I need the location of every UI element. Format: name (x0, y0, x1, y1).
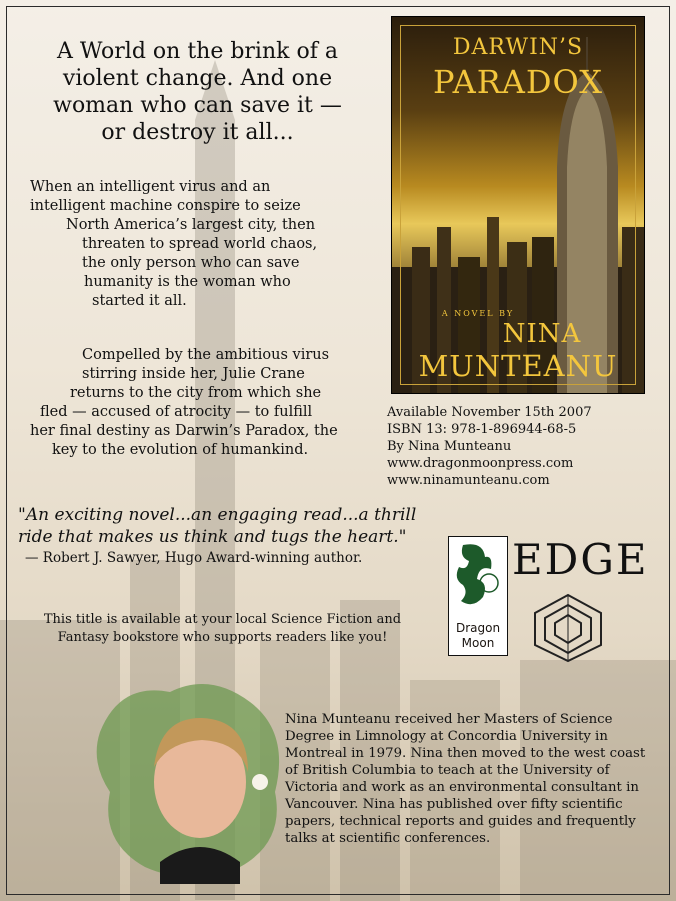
availability-line: Fantasy bookstore who supports readers like you! (57, 630, 388, 645)
cover-title-line2: PARADOX (432, 63, 603, 101)
blurb-line: the only person who can save (82, 255, 300, 271)
bio-line: Nina Munteanu received her Masters of Science (285, 712, 613, 727)
dragon-moon-text-line2: Moon (461, 636, 495, 650)
cover-author-first: NINA (502, 319, 582, 349)
quote-line: ride that makes us think and tugs the heart." (18, 527, 407, 547)
author-bio (285, 711, 665, 847)
book-info (387, 404, 592, 489)
quote-line: "An exciting novel...an engaging read...a thrill (18, 505, 417, 525)
blurb-line: fled — accused of atrocity — to fulfill (40, 404, 313, 420)
cover-author-last: MUNTEANU (418, 349, 618, 383)
headline-line: or destroy it all... (101, 120, 294, 145)
bio-line: Vancouver. Nina has published over fifty scientific (285, 797, 623, 812)
blurb-line: North America’s largest city, then (66, 217, 316, 233)
headline-line: woman who can save it — (53, 93, 342, 118)
blurb-line: returns to the city from which she (70, 385, 322, 401)
edge-logo (512, 535, 649, 584)
quote-attribution: — Robert J. Sawyer, Hugo Award-winning author. (25, 550, 363, 566)
blurb-line: stirring inside her, Julie Crane (82, 366, 305, 382)
blurb-line: intelligent machine conspire to seize (30, 198, 301, 214)
headline-line: A World on the brink of a (57, 39, 338, 64)
bio-line: Montreal in 1979. Nina then moved to the west coast (285, 746, 646, 761)
edge-cube-icon (533, 593, 603, 663)
blurb-line: When an intelligent virus and an (30, 179, 271, 195)
availability-line: This title is available at your local Science Fiction and (43, 612, 402, 627)
blurb-line: threaten to spread world chaos, (82, 236, 318, 252)
blurb-line: humanity is the woman who (84, 274, 291, 290)
availability-date: Available November 15th 2007 (387, 405, 592, 420)
author-line: By Nina Munteanu (387, 439, 512, 454)
blurb-line: her final destiny as Darwin’s Paradox, the (30, 423, 338, 439)
edge-logo-text: EDGE (512, 535, 649, 584)
dragon-moon-text-line1: Dragon (455, 621, 501, 635)
book-cover (391, 16, 645, 394)
cover-title-line1: DARWIN’S (452, 35, 584, 60)
bio-line: papers, technical reports and guides and frequently (285, 814, 636, 829)
review-quote (18, 504, 438, 548)
blurb-line: started it all. (92, 293, 187, 309)
availability-note (30, 611, 415, 647)
dragon-moon-logo (448, 536, 508, 656)
bio-line: of British Columbia to teach at the University of (285, 763, 610, 778)
bio-line: Degree in Limnology at Concordia University in (285, 729, 608, 744)
author-url: www.ninamunteanu.com (387, 473, 550, 488)
cover-novel-by: A NOVEL BY (441, 309, 515, 318)
bio-line: Victoria and work as an environmental consultant in (285, 780, 639, 795)
blurb-line: Compelled by the ambitious virus (82, 347, 330, 363)
blurb-line: key to the evolution of humankind. (52, 442, 309, 458)
bio-line: talks at scientific conferences. (285, 831, 491, 846)
isbn: ISBN 13: 978-1-896944-68-5 (387, 422, 577, 437)
headline (30, 38, 365, 146)
dragon-icon (449, 539, 507, 619)
publisher-url: www.dragonmoonpress.com (387, 456, 574, 471)
author-portrait (90, 672, 290, 884)
headline-line: violent change. And one (62, 66, 333, 91)
